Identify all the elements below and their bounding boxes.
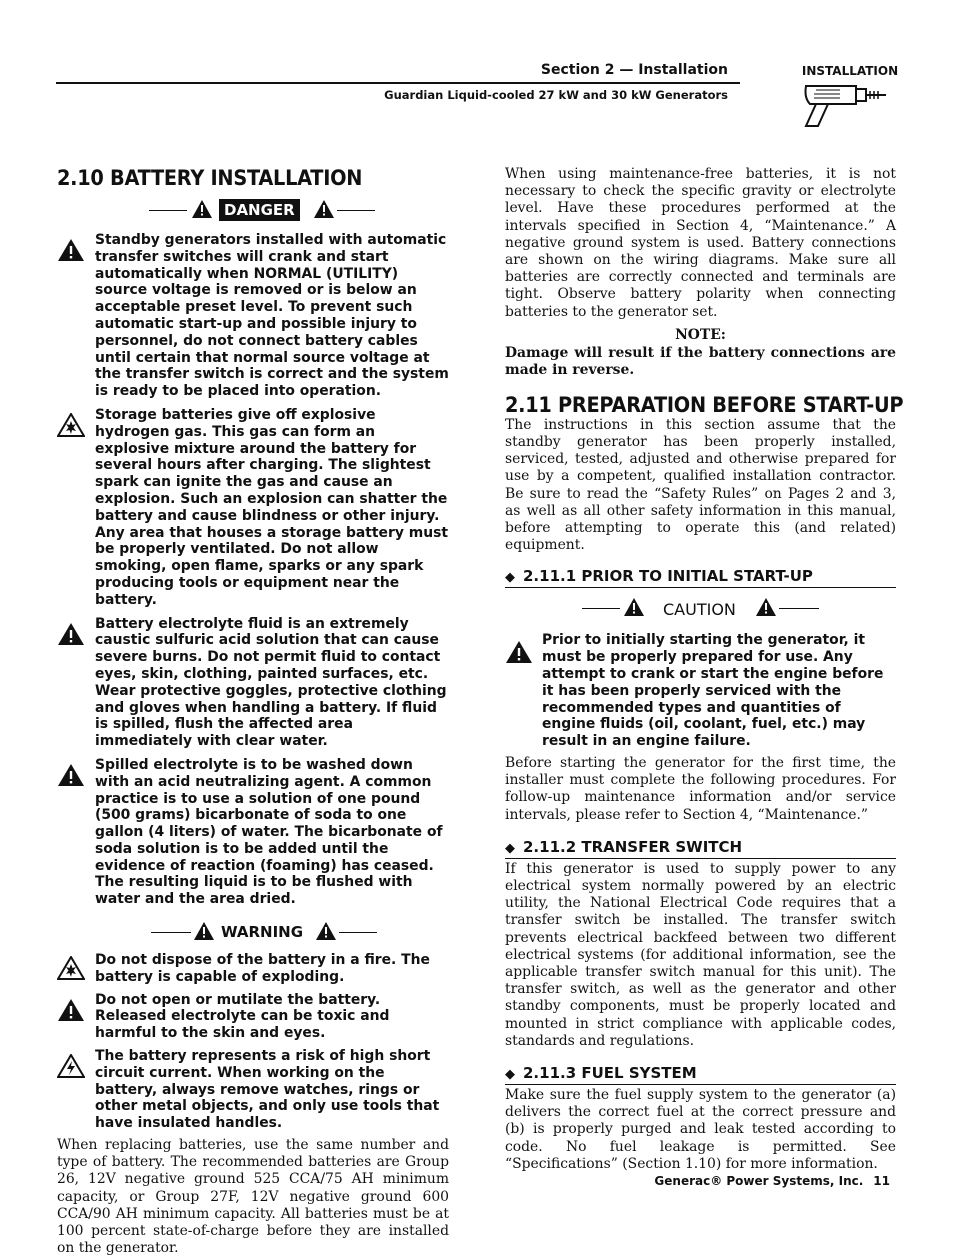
danger-label: DANGER: [219, 199, 300, 221]
warning-triangle-icon: [57, 763, 85, 787]
installation-label: INSTALLATION: [801, 64, 899, 78]
electrical-hazard-icon: [57, 1054, 85, 1078]
start-up-intro-paragraph: The instructions in this section assume that the standby generator has been properly installed, serviced, tested, adjusted and otherwise prepared for use by a competent, qualified installation contractor. Be sure to read the “Safety Rules” on Pages 2 and 3, as well as all other safety information in this manual, before attempting to operate this (and related) equipment.: [505, 416, 896, 554]
footer-company: Generac® Power Systems, Inc.: [654, 1174, 864, 1188]
battery-replacement-paragraph: When replacing batteries, use the same number and type of battery. The recommended batteries are Group 26, 12V negative ground 525 CCA/75 AH minimum capacity, or Group 27F, 12V negative ground 600 CCA/90 AH minimum capacity. All batteries must be at 100 percent state-of-charge before they are installed on the generator.: [57, 1137, 449, 1257]
right-column: [505, 166, 904, 1173]
warning-item: Do not dispose of the battery in a fire. The battery is capable of exploding.: [57, 952, 449, 986]
subsection-heading-2-11-3: ◆ 2.11.3 FUEL SYSTEM: [505, 1064, 896, 1085]
subsection-heading-2-11-1: ◆ 2.11.1 PRIOR TO INITIAL START-UP: [505, 567, 896, 588]
note-title: NOTE:: [675, 326, 726, 343]
danger-bar: [57, 198, 449, 224]
danger-item: Standby generators installed with automatic transfer switches will crank and start automatically when NORMAL (UTILITY) source voltage is removed or is below an acceptable preset level. To prevent such automatic start-up and possible injury to personnel, do not connect battery cables until certain that normal source voltage at the transfer switch is correct and the system is ready to be placed into operation.: [57, 232, 449, 400]
warning-item: The battery represents a risk of high short circuit current. When working on the battery, always remove watches, rings or other metal objects, and only use tools that have insulated handles.: [57, 1048, 449, 1132]
page-number: 11: [873, 1174, 890, 1188]
left-column: [57, 166, 449, 1257]
warning-bar: [57, 920, 449, 946]
fuel-system-paragraph: Make sure the fuel supply system to the generator (a) delivers the correct fuel at the correct pressure and (b) is properly purged and leak tested according to code. No fuel leakage is permitted. See “Specifications” (Section 1.10) for more information.: [505, 1087, 896, 1172]
warning-label: WARNING: [221, 923, 304, 942]
subsection-heading-2-11-2: ◆ 2.11.2 TRANSFER SWITCH: [505, 838, 896, 859]
header-rule: [56, 82, 740, 84]
diamond-bullet-icon: ◆: [505, 570, 515, 586]
warning-triangle-icon: [191, 199, 213, 219]
warning-triangle-icon: [623, 597, 645, 617]
transfer-switch-paragraph: If this generator is used to supply power to any electrical system normally powered by an electric utility, the National Electrical Code requires that a transfer switch be installed. The transfer switch prevents electrical backfeed between two different electrical systems (for additional information, see the applicable transfer switch manual for this unit). The transfer switch, as well as the generator and other standby components, must be properly located and mounted in strict compliance with applicable codes, standards and regulations.: [505, 860, 896, 1049]
page-footer: [560, 1174, 890, 1188]
warning-item: Do not open or mutilate the battery. Released electrolyte can be toxic and harmful to the skin and eyes.: [57, 992, 449, 1042]
note-body: Damage will result if the battery connections are made in reverse.: [505, 344, 896, 378]
maintenance-free-paragraph: When using maintenance-free batteries, it is not necessary to check the specific gravity or electrolyte level. Have these procedures performed at the intervals specified in Section 4, “Maintenance.” A negative ground system is used. Battery connections are shown on the wiring diagrams. Make sure all batteries are correctly connected and terminals are tight. Observe battery polarity when connecting batteries to the generator set.: [505, 166, 896, 320]
warning-triangle-icon: [193, 921, 215, 941]
section-title: Section 2 — Installation: [540, 62, 728, 78]
danger-item: Battery electrolyte fluid is an extremely caustic sulfuric acid solution that can cause severe burns. Do not permit fluid to contact eyes, skin, clothing, painted surfaces, etc. Wear protective goggles, protective clothing and gloves when handling a battery. If fluid is spilled, flush the affected area immediately with clear water.: [57, 616, 449, 750]
document-subtitle: Guardian Liquid-cooled 27 kW and 30 kW Generators: [384, 88, 728, 102]
warning-triangle-icon: [755, 597, 777, 617]
warning-triangle-icon: [315, 921, 337, 941]
warning-triangle-icon: [313, 199, 335, 219]
warning-triangle-icon: [57, 998, 85, 1022]
explosion-hazard-icon: [57, 413, 85, 437]
section-heading-2-10: 2.10 BATTERY INSTALLATION: [57, 166, 363, 190]
caution-bar: [505, 596, 896, 622]
diamond-bullet-icon: ◆: [505, 1067, 515, 1083]
warning-triangle-icon: [505, 640, 533, 664]
explosion-hazard-icon: [57, 956, 85, 980]
warning-triangle-icon: [57, 622, 85, 646]
danger-item: Spilled electrolyte is to be washed down with an acid neutralizing agent. A common practice is to use a solution of one pound (500 grams) bicarbonate of soda to one gallon (4 liters) of water. The bicarbonate of soda solution is to be added until the evidence of reaction (foaming) has ceased. The resulting liquid is to be flushed with water and the area dried.: [57, 757, 449, 908]
warning-triangle-icon: [57, 238, 85, 262]
diamond-bullet-icon: ◆: [505, 840, 515, 856]
drill-icon: [800, 78, 892, 130]
caution-label: CAUTION: [663, 600, 736, 620]
section-heading-2-11: 2.11 PREPARATION BEFORE START-UP: [505, 392, 904, 417]
before-start-paragraph: Before starting the generator for the first time, the installer must complete the following procedures. For follow-up maintenance information and/or service intervals, please refer to Section 4, “Maintenance.”: [505, 755, 896, 823]
danger-item: Storage batteries give off explosive hydrogen gas. This gas can form an explosive mixture around the battery for several hours after charging. The slightest spark can ignite the gas and cause an explosion. Such an explosion can shatter the battery and cause blindness or other injury. Any area that houses a storage battery must be properly ventilated. Do not allow smoking, open flame, sparks or any spark producing tools or equipment near the battery.: [57, 407, 449, 609]
caution-item: Prior to initially starting the generator, it must be properly prepared for use. Any attempt to crank or start the engine before it has been properly serviced with the recommended types and quantities of engine fluids (oil, coolant, fuel, etc.) may result in an engine failure.: [505, 632, 896, 750]
